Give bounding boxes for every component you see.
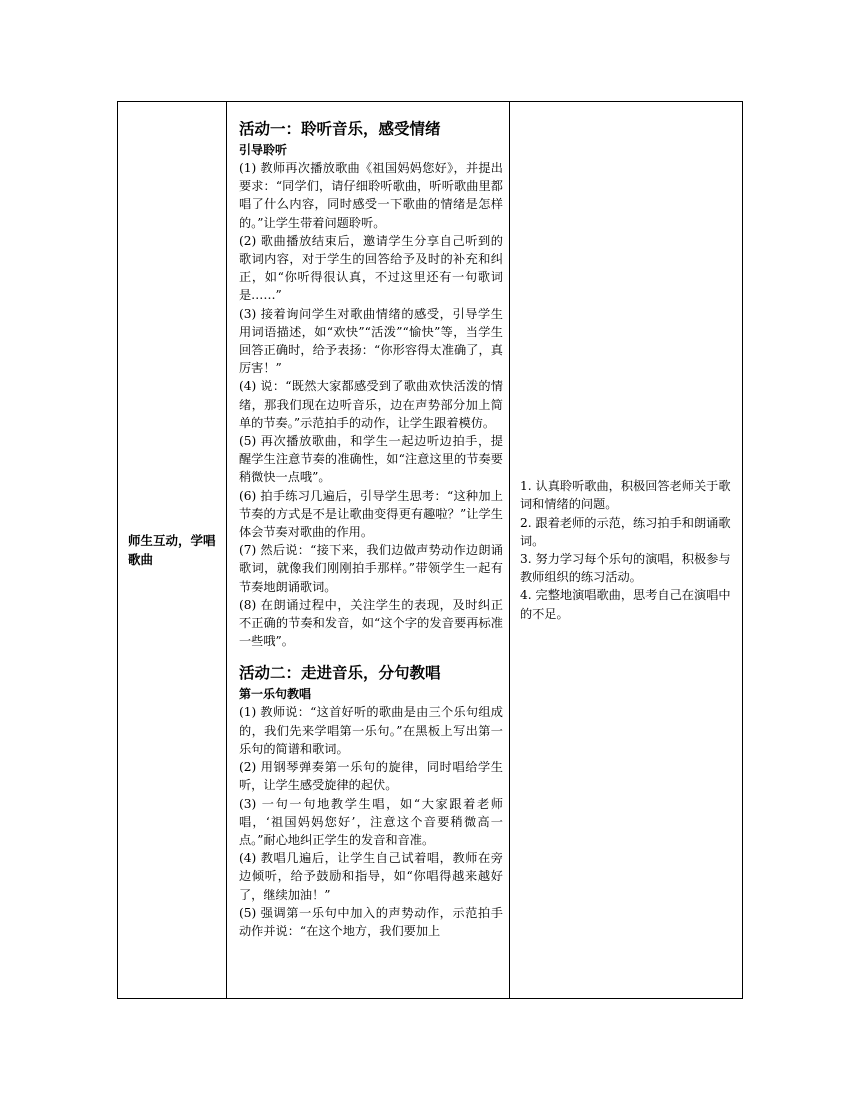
activity-1-title: 活动一：聆听音乐，感受情绪: [239, 120, 441, 138]
student-activity-item: 4. 完整地演唱歌曲，思考自己在演唱中的不足。: [520, 588, 731, 621]
activity-1-subtitle: 引导聆听: [239, 143, 288, 157]
activity-2-step: (5) 强调第一乐句中加入的声势动作，示范拍手动作并说：“在这个地方，我们要加上: [239, 905, 503, 938]
activity-1-step: (6) 拍手练习几遍后，引导学生思考：“这种加上节奏的方式是不是让歌曲变得更有趣啦？”让学生体会节奏对歌曲的作用。: [239, 488, 503, 540]
activity-1-step: (2) 歌曲播放结束后，邀请学生分享自己听到的歌词内容，对于学生的回答给予及时的补充和纠正，如“你听得很认真，不过这里还有一句歌词是……”: [239, 233, 503, 303]
activity-1-step: (7) 然后说：“接下来，我们边做声势动作边朗诵歌词，就像我们刚刚拍手那样。”带领学生一起有节奏地朗诵歌词。: [239, 543, 503, 594]
lesson-plan-table: [117, 101, 743, 999]
activity-1-step: (3) 接着询问学生对歌曲情绪的感受，引导学生用词语描述，如“欢快”“活泼”“愉快”等，当学生回答正确时，给予表扬：“你形容得太准确了，真厉害！”: [239, 306, 503, 376]
stage-cell: [118, 102, 227, 999]
student-activity-item: 3. 努力学习每个乐句的演唱，积极参与教师组织的练习活动。: [520, 552, 731, 585]
activity-1-step: (1) 教师再次播放歌曲《祖国妈妈您好》，并提出要求：“同学们，请仔细聆听歌曲，听听歌曲里都唱了什么内容，同时感受一下歌曲的情绪是怎样的。”让学生带着问题聆听。: [239, 161, 503, 230]
student-activity-item: 2. 跟着老师的示范，练习拍手和朗诵歌词。: [520, 515, 731, 548]
stage-label: 师生互动，学唱歌曲: [128, 533, 216, 567]
student-activity-item: 1. 认真聆听歌曲，积极回答老师关于歌词和情绪的问题。: [520, 479, 731, 512]
activity-2-title: 活动二：走进音乐，分句教唱: [239, 664, 441, 683]
teacher-activities-cell: [227, 102, 510, 999]
activity-2-step: (1) 教师说：“这首好听的歌曲是由三个乐句组成的，我们先来学唱第一乐句。”在黑板上写出第一乐句的简谱和歌词。: [239, 705, 503, 756]
activity-1-step: (5) 再次播放歌曲，和学生一起边听边拍手，提醒学生注意节奏的准确性，如“注意这里的节奏要稍微快一点哦”。: [239, 434, 503, 485]
activity-1-step: (4) 说：“既然大家都感受到了歌曲欢快活泼的情绪，那我们现在边听音乐，边在声势部分加上简单的节奏。”示范拍手的动作，让学生跟着模仿。: [239, 379, 503, 430]
activity-2-step: (3) 一句一句地教学生唱，如“大家跟着老师唱，‘祖国妈妈您好’，注意这个音要稍微高一点。”耐心地纠正学生的发音和音准。: [239, 796, 503, 847]
student-activities-cell: [510, 102, 743, 999]
activity-1-step: (8) 在朗诵过程中，关注学生的表现，及时纠正不正确的节奏和发音，如“这个字的发音要再标准一些哦”。: [239, 597, 503, 649]
activity-2-subtitle: 第一乐句教唱: [239, 687, 312, 702]
table-row: [118, 102, 743, 999]
activity-2-step: (2) 用钢琴弹奏第一乐句的旋律，同时唱给学生听，让学生感受旋律的起伏。: [239, 760, 503, 793]
activity-2-step: (4) 教唱几遍后，让学生自己试着唱，教师在旁边倾听，给予鼓励和指导，如“你唱得越来越好了，继续加油！”: [239, 851, 503, 902]
